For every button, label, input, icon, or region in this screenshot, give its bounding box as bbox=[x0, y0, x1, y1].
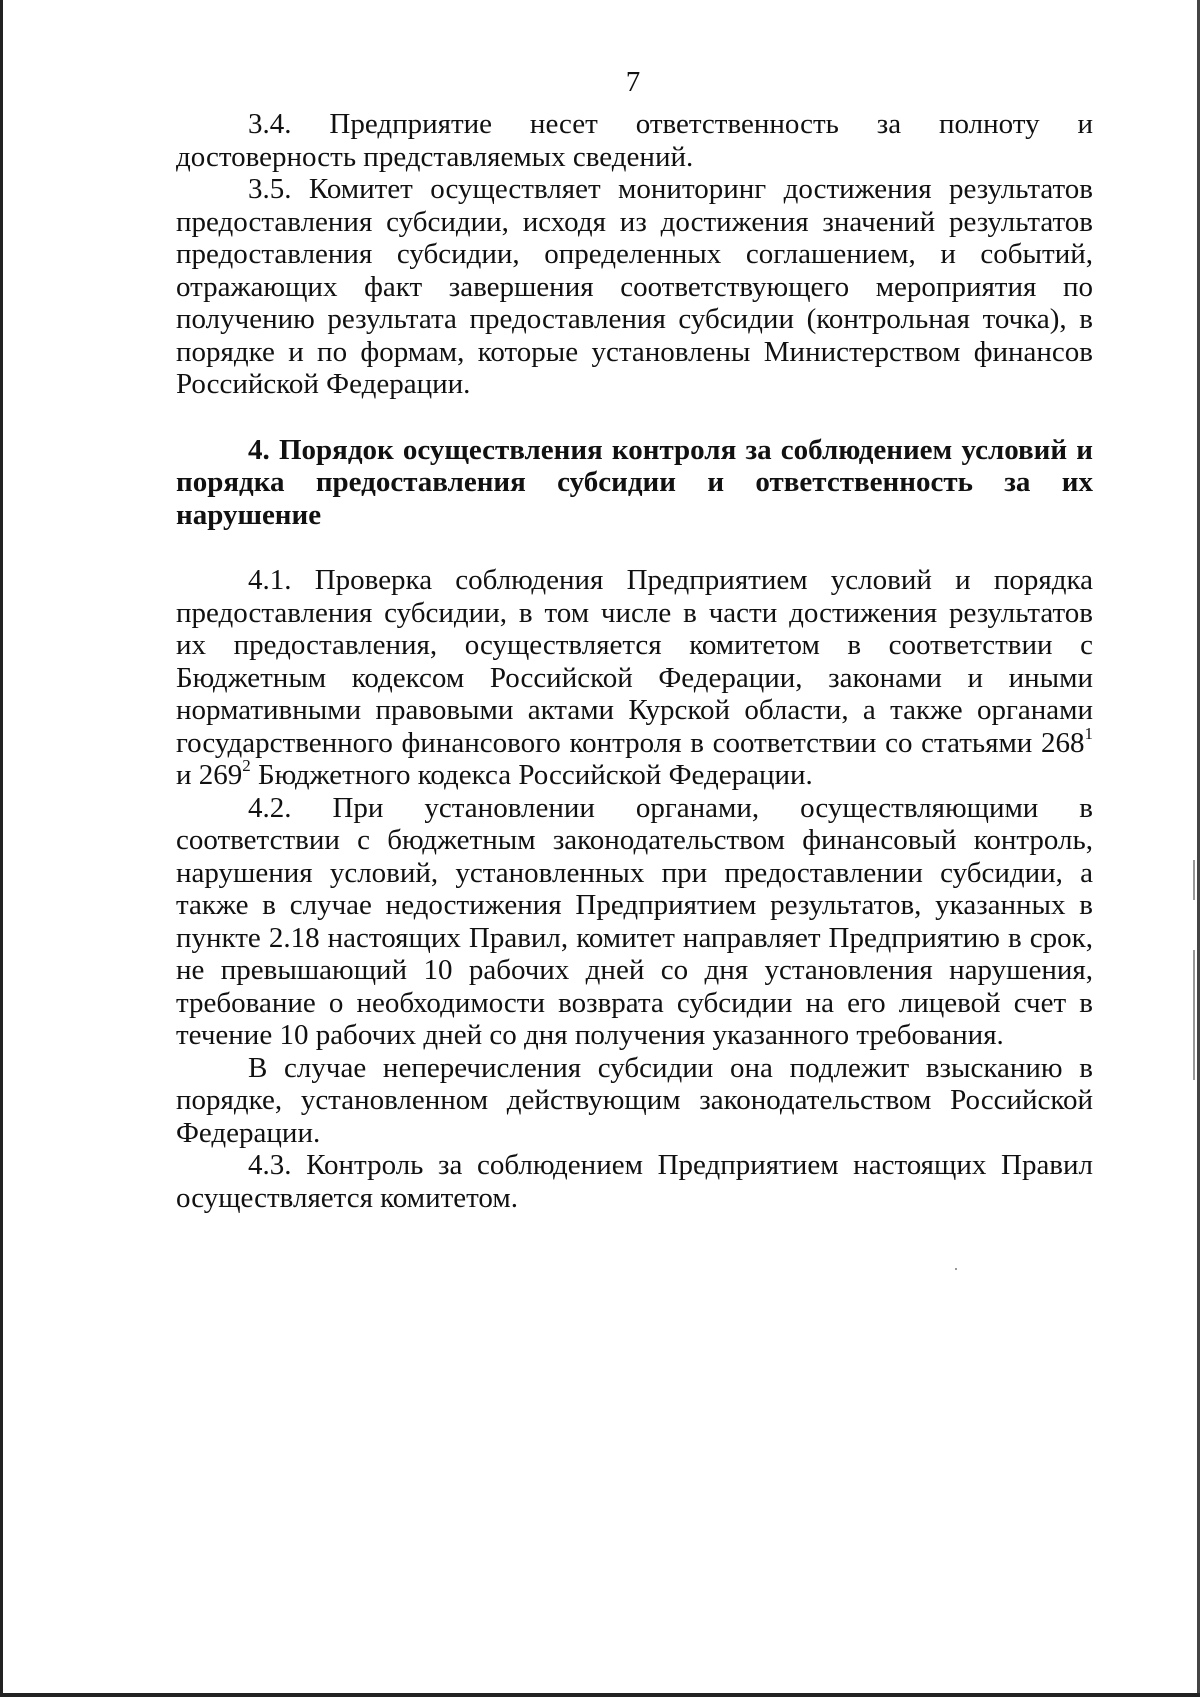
paragraph-4-1-text-c: Бюджетного кодекса Российской Федерации. bbox=[250, 759, 813, 791]
paragraph-3-5: 3.5. Комитет осуществляет мониторинг достижения результатов предоставления субсидии, исходя из достижения значений результатов предоставления субсидии, определенных соглашением, и событий, отражающих факт завершения соответствующего мероприятия по получению результата предоставления субсидии (контрольная точка), в порядке и по формам, которые установлены Министерством финансов Российской Федерации. bbox=[176, 173, 1093, 400]
document-body bbox=[176, 108, 1093, 1214]
paragraph-4-1-text-b: и 269 bbox=[176, 759, 243, 791]
scan-speck bbox=[1193, 860, 1195, 900]
superscript-2: 2 bbox=[242, 756, 251, 776]
paragraph-4-1 bbox=[176, 564, 1093, 792]
scan-edge-left bbox=[0, 0, 3, 1697]
scan-speck bbox=[955, 1268, 957, 1270]
paragraph-3-4: 3.4. Предприятие несет ответственность за полноту и достоверность представляемых сведений. bbox=[176, 108, 1093, 173]
paragraph-4-1-text-a: 4.1. Проверка соблюдения Предприятием условий и порядка предоставления субсидии, в том числе в части достижения результатов их предоставления, осуществляется комитетом в соответствии с Бюджетным кодексом Российской Федерации, законами и иными нормативными правовыми актами Курской области, а также органами государственного финансового контроля в соответствии со статьями 268 bbox=[176, 564, 1093, 759]
scan-speck bbox=[1193, 950, 1195, 1080]
paragraph-4-2-continuation: В случае неперечисления субсидии она подлежит взысканию в порядке, установленном действующим законодательством Российской Федерации. bbox=[176, 1051, 1093, 1149]
superscript-1: 1 bbox=[1084, 723, 1093, 743]
paragraph-4-2: 4.2. При установлении органами, осуществляющими в соответствии с бюджетным законодательством финансовый контроль, нарушения условий, установленных при предоставлении субсидии, а также в случае недостижения Предприятием результатов, указанных в пункте 2.18 настоящих Правил, комитет направляет Предприятию в срок, не превышающий 10 рабочих дней со дня установления нарушения, требование о необходимости возврата субсидии на его лицевой счет в течение 10 рабочих дней со дня получения указанного требования. bbox=[176, 791, 1093, 1051]
paragraph-4-3: 4.3. Контроль за соблюдением Предприятием настоящих Правил осуществляется комитетом. bbox=[176, 1149, 1093, 1214]
section-4-heading: 4. Порядок осуществления контроля за соблюдением условий и порядка предоставления субсидии и ответственность за их нарушение bbox=[176, 433, 1093, 531]
page-number: 7 bbox=[625, 66, 641, 98]
scan-edge-bottom bbox=[0, 1693, 1200, 1697]
